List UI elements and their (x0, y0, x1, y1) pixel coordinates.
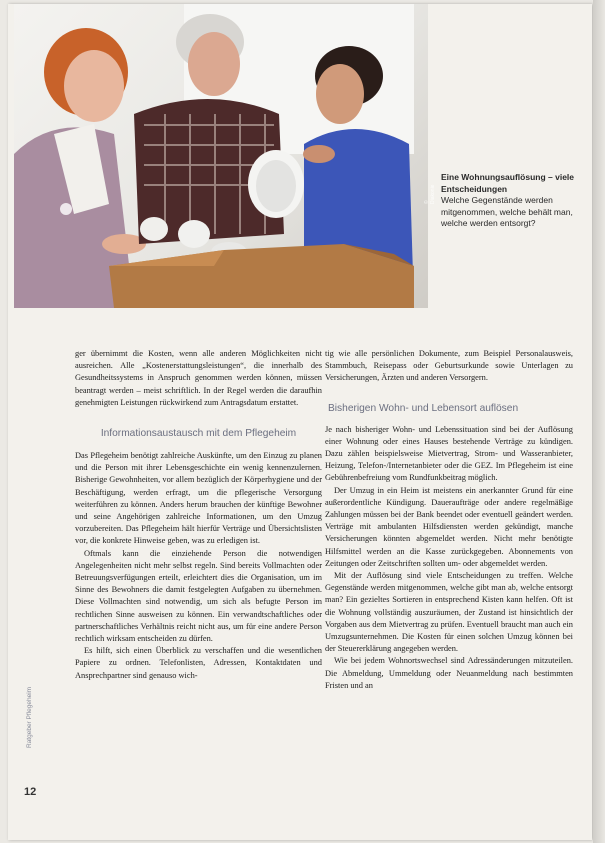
paragraph: ger übernimmt die Kosten, wenn alle anderen Möglichkeiten nicht ausreichen. Alle „Kostenerstattungsleistungen“, die innerhalb des Gesundheitssystems in Anspruch genommen werden können, müssen beantragt werden – meist schriftlich. In der Regel werden die daraufhin genehmigten Leistungen rückwirkend zum Antragsdatum erstattet. (75, 349, 322, 407)
photo-elderly-couple-with-caregiver (14, 4, 436, 308)
side-label: Ratgeber Pflegeheim (26, 686, 33, 748)
scan-edge (593, 0, 605, 843)
paragraph: Oftmals kann die einziehende Person die notwendigen Angelegenheiten nicht mehr selbst regeln. Sind bereits Vollmachten oder Betreuungsverfügungen erteilt, erleichtert dies die Organisation, um im Sinne des Bewohners die damit festgelegten Aufgaben zu übernehmen. Diese Vollmachten sind notwendig, um sich als befugte Person im rechtlichen Sinne ausweisen zu können. Ein verwandtschaftliches oder partnerschaftliches Verhältnis reicht nicht aus, um für eine andere Person rechtlich wirksam entscheiden zu dürfen. (75, 548, 322, 644)
paragraph: Es hilft, sich einen Überblick zu verschaffen und die wesentlichen Papiere zu ordnen. Telefonlisten, Adressen, Kontaktdaten und Ansprechpartner sind genauso wich- (75, 646, 322, 680)
paragraph: tig wie alle persönlichen Dokumente, zum Beispiel Personalausweis, Stammbuch, Reisepass oder Geburtsurkunde sowie Unterlagen zu Versicherungen, Ärzten und anderen Versorgern. (325, 349, 573, 383)
section-heading: Informationsaustausch mit dem Pflegeheim (100, 428, 297, 440)
photo-caption (441, 172, 579, 230)
photo-credit: © Diakonie (424, 184, 436, 204)
page-number: 12 (24, 786, 37, 798)
paragraph: Das Pflegeheim benötigt zahlreiche Auskünfte, um den Einzug zu planen und die Person mit ihrer Lebensgeschichte ein wenig kennenzulernen. Bisherige Gewohnheiten, vor allem bezüglich der Körperhygiene und der Beschäftigung, werden erfragt, um die pflegerische Versorgung weiterführen zu können. Anders herum brauchen der künftige Bewohner und seine Angehörigen zahlreiche Informationen, um den Umzug vorzubereiten. Das Pflegeheim hält hierfür Verträge und Übersichtslisten vor, die konkrete Hinweise geben, was zu erledigen ist. (75, 451, 322, 546)
paragraph: Je nach bisheriger Wohn- und Lebenssituation sind bei der Auflösung einer Wohnung oder eines Hauses bestehende Verträge zu kündigen. Dazu zählen beispielsweise Mietvertrag, Strom- und Wasseranbieter, Heizung, Telefon-/Internetanbieter oder die GEZ. Im Pflegeheim ist eine Gebührenbefreiung vom Rundfunkbeitrag möglich. (325, 424, 573, 483)
photo-icon (14, 4, 428, 308)
paragraph: Wie bei jedem Wohnortswechsel sind Adressänderungen mitzuteilen. Die Abmeldung, Ummeldung oder Neuanmeldung nach bestimmten Fristen und an (325, 656, 573, 690)
paragraph: Mit der Auflösung sind viele Entscheidungen zu treffen. Welche Gegenstände werden mitgenommen, welche gibt man ab, welche entsorgt man? Ein gezieltes Sortieren in entsprechend Kisten kann helfen. Oft ist die Wohnung vollständig auszuräumen, der Zustand ist hinsichtlich der Vorgaben aus dem Mietvertrag zu prüfen. Eventuell braucht man auch ein Umzugsunternehmen. Die Kosten für einen solchen Umzug können bei der Steuererklärung angegeben werden. (325, 571, 573, 654)
paragraph: Der Umzug in ein Heim ist meistens ein anerkannter Grund für eine außerordentliche Kündigung. Daueraufträge oder andere regelmäßige Zahlungen müssen bei der Bank beendet oder eventuell geändert werden. Verträge mit ambulanten Hilfsdiensten werden gekündigt, manche Versicherungen könnten abgemeldet werden. Nicht mehr benötigte Hilfsmittel werden an die Kasse zurückgegeben. Abonnements von Zeitungen oder Zeitschriften sollten um- oder abgemeldet werden. (325, 485, 573, 568)
caption-text: Welche Gegenstände werden mitgenommen, welche behält man, welche werden entsorgt? (441, 195, 573, 228)
right-column (325, 348, 573, 692)
left-column (75, 348, 322, 682)
caption-title: Eine Wohnungsauflösung – viele Entscheidungen (441, 172, 575, 194)
section-heading: Bisherigen Wohn- und Lebensort auflösen (328, 402, 519, 414)
